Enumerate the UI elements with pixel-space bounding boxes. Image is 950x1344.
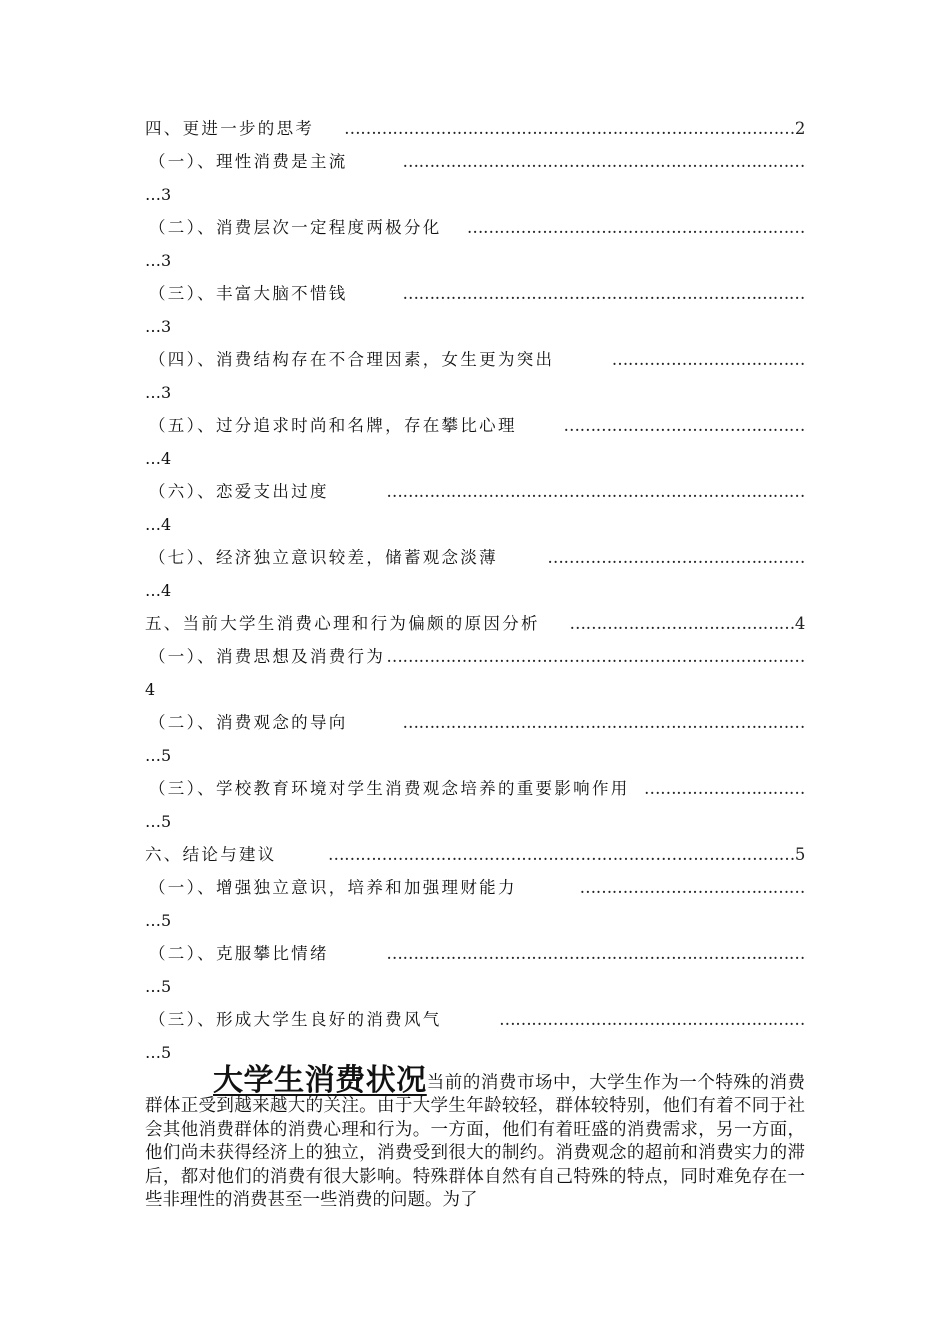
toc-entry[interactable]	[145, 475, 805, 508]
toc-entry[interactable]	[145, 112, 805, 145]
toc-entry-leader: …………………………………………	[547, 548, 805, 567]
toc-entry-label: （二）、消费层次一定程度两极分化	[149, 218, 442, 237]
toc-entry-leader: ………………………………	[611, 350, 805, 369]
toc-entry-page-number: …5	[145, 746, 172, 765]
toc-entry-label: （一）、增强独立意识，培养和加强理财能力	[149, 878, 517, 897]
toc-entry[interactable]	[145, 871, 805, 904]
toc-entry-leader: ……………………………………	[579, 878, 805, 897]
toc-entry-leader: ……………………………………………………………………………5	[328, 845, 805, 864]
toc-entry-leader: ……………………………………………………………………	[386, 944, 805, 963]
toc-entry-label: 六、结论与建议	[145, 845, 277, 864]
toc-entry-leader: …………………………	[643, 779, 805, 798]
toc-entry-page-number: …4	[145, 515, 172, 534]
toc-entry-label: （五）、过分追求时尚和名牌，存在攀比心理	[149, 416, 517, 435]
toc-entry-label: （三）、学校教育环境对学生消费观念培养的重要影响作用	[149, 779, 630, 798]
toc-entry-leader: …………………………………………………………………………2	[344, 119, 805, 138]
toc-entry-leader: ……………………………………………………………………	[386, 647, 805, 666]
toc-entry[interactable]	[145, 277, 805, 310]
toc-entry[interactable]	[145, 640, 805, 673]
toc-entry[interactable]	[145, 937, 805, 970]
toc-entry-label: （三）、丰富大脑不惜钱	[149, 284, 348, 303]
table-of-contents	[145, 112, 805, 1069]
toc-entry-leader: …………………………………………………………………	[402, 152, 805, 171]
toc-entry-page-number: …3	[145, 185, 172, 204]
toc-entry[interactable]	[145, 211, 805, 244]
toc-entry-label: （六）、恋爱支出过度	[149, 482, 329, 501]
toc-entry-leader: ……………………………………………………………………	[386, 482, 805, 501]
toc-entry-label: （七）、经济独立意识较差，储蓄观念淡薄	[149, 548, 498, 567]
toc-entry[interactable]	[145, 541, 805, 574]
toc-entry[interactable]	[145, 343, 805, 376]
toc-entry-label: （三）、形成大学生良好的消费风气	[149, 1010, 442, 1029]
toc-entry-leader: ………………………………………………………	[466, 218, 805, 237]
toc-entry[interactable]	[145, 838, 805, 871]
toc-entry-label: 五、当前大学生消费心理和行为偏颇的原因分析	[145, 614, 540, 633]
toc-entry[interactable]	[145, 1003, 805, 1036]
toc-entry-page-number: 4	[145, 680, 156, 699]
toc-entry-leader: ………………………………………	[563, 416, 805, 435]
toc-entry-page-number: …3	[145, 383, 172, 402]
article-body: 当前的消费市场中，大学生作为一个特殊的消费群体正受到越来越大的关注。由于大学生年龄较轻，群体较特别，他们有着不同于社会其他消费群体的消费心理和行为。一方面，他们有着旺盛的消费需求，另一方面，他们尚未获得经济上的独立，消费受到很大的制约。消费观念的超前和消费实力的滞后，都对他们的消费有很大影响。特殊群体自然有自己特殊的特点，同时难免存在一些非理性的消费甚至一些消费的问题。为了	[145, 1073, 806, 1211]
toc-entry-page-number: …5	[145, 911, 172, 930]
article-title: 大学生消费状况	[213, 1063, 427, 1098]
toc-entry-leader: ……………………………………4	[569, 614, 805, 633]
toc-entry-label: 四、更进一步的思考	[145, 119, 315, 138]
toc-entry-page-number: …3	[145, 317, 172, 336]
toc-entry-label: （一）、理性消费是主流	[149, 152, 348, 171]
toc-entry-leader: …………………………………………………………………	[402, 284, 805, 303]
toc-entry[interactable]	[145, 409, 805, 442]
toc-entry-label: （一）、消费思想及消费行为	[149, 647, 386, 666]
toc-entry[interactable]	[145, 706, 805, 739]
toc-entry-label: （二）、克服攀比情绪	[149, 944, 329, 963]
toc-entry-page-number: …3	[145, 251, 172, 270]
toc-entry-page-number: …4	[145, 449, 172, 468]
toc-entry[interactable]	[145, 772, 805, 805]
toc-entry[interactable]	[145, 607, 805, 640]
toc-entry[interactable]	[145, 145, 805, 178]
toc-entry-page-number: …5	[145, 812, 172, 831]
toc-entry-leader: …………………………………………………………………	[402, 713, 805, 732]
toc-entry-page-number: …5	[145, 977, 172, 996]
toc-entry-label: （四）、消费结构存在不合理因素，女生更为突出	[149, 350, 555, 369]
article-paragraph	[145, 1063, 806, 1212]
toc-entry-page-number: …5	[145, 1043, 172, 1062]
toc-entry-label: （二）、消费观念的导向	[149, 713, 348, 732]
toc-entry-page-number: …4	[145, 581, 172, 600]
toc-entry-leader: …………………………………………………	[499, 1010, 805, 1029]
